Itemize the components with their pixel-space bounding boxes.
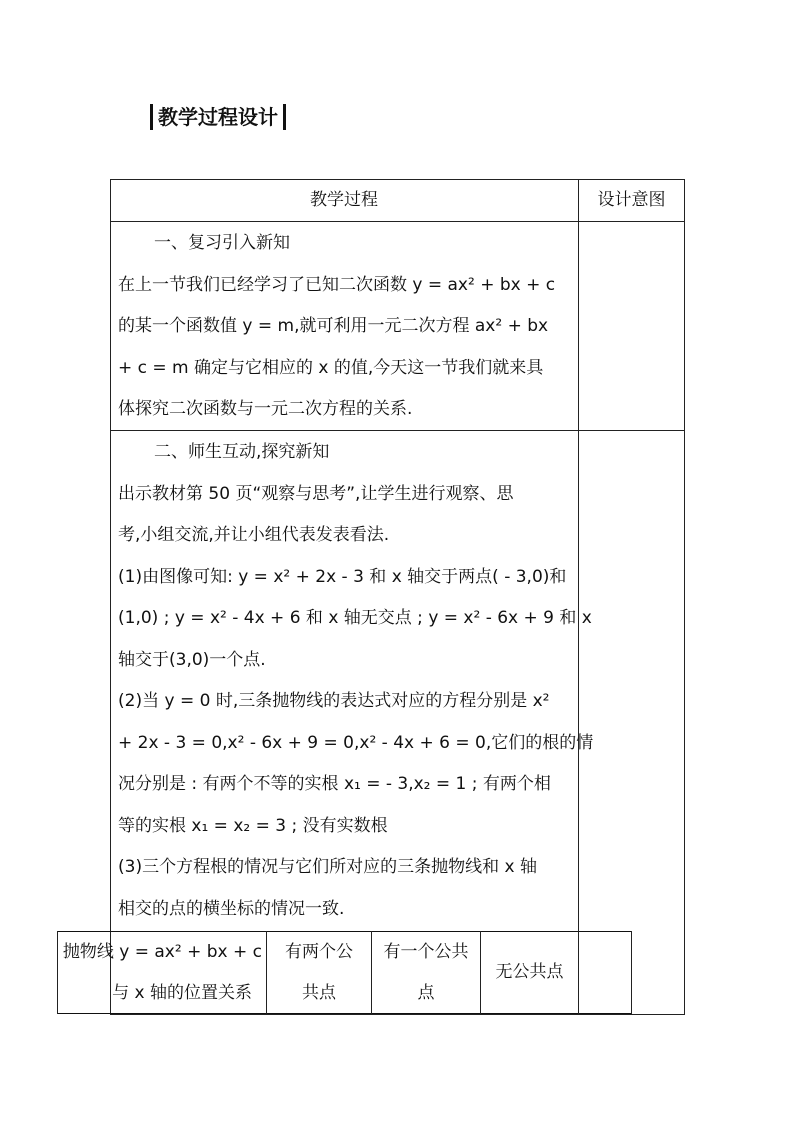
- section-explore-line: 相交的点的横坐标的情况一致.: [118, 898, 345, 919]
- section-explore-line: 况分别是 : 有两个不等的实根 x₁ = - 3,x₂ = 1 ; 有两个相: [118, 774, 551, 794]
- section-review-line: + c = m 确定与它相应的 x 的值,今天这一节我们就来具: [118, 357, 544, 378]
- table-border-left: [110, 179, 111, 1015]
- inner-cell-position-line: 抛物线 y = ax² + bx + c: [62, 942, 262, 962]
- section-explore: [118, 432, 593, 930]
- section-explore-line: 等的实根 x₁ = x₂ = 3 ; 没有实数根: [118, 815, 388, 836]
- inner-table-right: [631, 931, 632, 1014]
- table-border-bottom: [110, 1014, 685, 1015]
- inner-cell-no-point: 无公共点: [495, 962, 564, 982]
- inner-cell-position: [58, 932, 266, 1014]
- header-design-intent: 设计意图: [597, 190, 666, 210]
- section-review-line: 的某一个函数值 y = m,就可利用一元二次方程 ax² + bx: [118, 316, 549, 336]
- section-review-line: 体探究二次函数与一元二次方程的关系.: [118, 399, 413, 419]
- section-review-heading: 一、复习引入新知: [154, 233, 290, 253]
- section-explore-line: + 2x - 3 = 0,x² - 6x + 9 = 0,x² - 4x + 6 = 0,它们的根的情: [118, 732, 594, 753]
- table-border-right: [684, 179, 685, 1015]
- section-explore-line: 出示教材第 50 页“观察与思考”,让学生进行观察、思: [118, 483, 514, 504]
- page-title: 教学过程设计: [150, 104, 286, 130]
- section-explore-line: (2)当 y = 0 时,三条抛物线的表达式对应的方程分别是 x²: [118, 691, 550, 711]
- section-review-line: 在上一节我们已经学习了已知二次函数 y = ax² + bx + c: [118, 274, 556, 295]
- section-explore-line: 考,小组交流,并让小组代表发表看法.: [118, 525, 390, 545]
- section-explore-line: (3)三个方程根的情况与它们所对应的三条抛物线和 x 轴: [118, 857, 537, 877]
- section-explore-line: 轴交于(3,0)一个点.: [118, 649, 266, 670]
- section-explore-line: (1,0) ; y = x² - 4x + 6 和 x 轴无交点 ; y = x² - 6x + 9 和 x: [118, 608, 592, 628]
- inner-cell-one-point: [372, 932, 480, 1014]
- section-explore-heading: 二、师生互动,探究新知: [154, 442, 330, 462]
- inner-cell-position-line: 与 x 轴的位置关系: [112, 983, 252, 1003]
- inner-cell-two-points-line: 有两个公: [285, 942, 353, 962]
- inner-cell-two-points-line: 共点: [302, 983, 336, 1003]
- section-explore-line: (1)由图像可知: y = x² + 2x - 3 和 x 轴交于两点( - 3,0)和: [118, 566, 567, 587]
- inner-col-divider: [578, 931, 579, 1014]
- header-teaching-process: 教学过程: [310, 190, 378, 210]
- section-review: [118, 223, 555, 431]
- inner-cell-one-point-line: 有一个公共: [383, 942, 469, 962]
- inner-cell-one-point-line: 点: [417, 983, 435, 1003]
- inner-cell-two-points: [267, 932, 371, 1014]
